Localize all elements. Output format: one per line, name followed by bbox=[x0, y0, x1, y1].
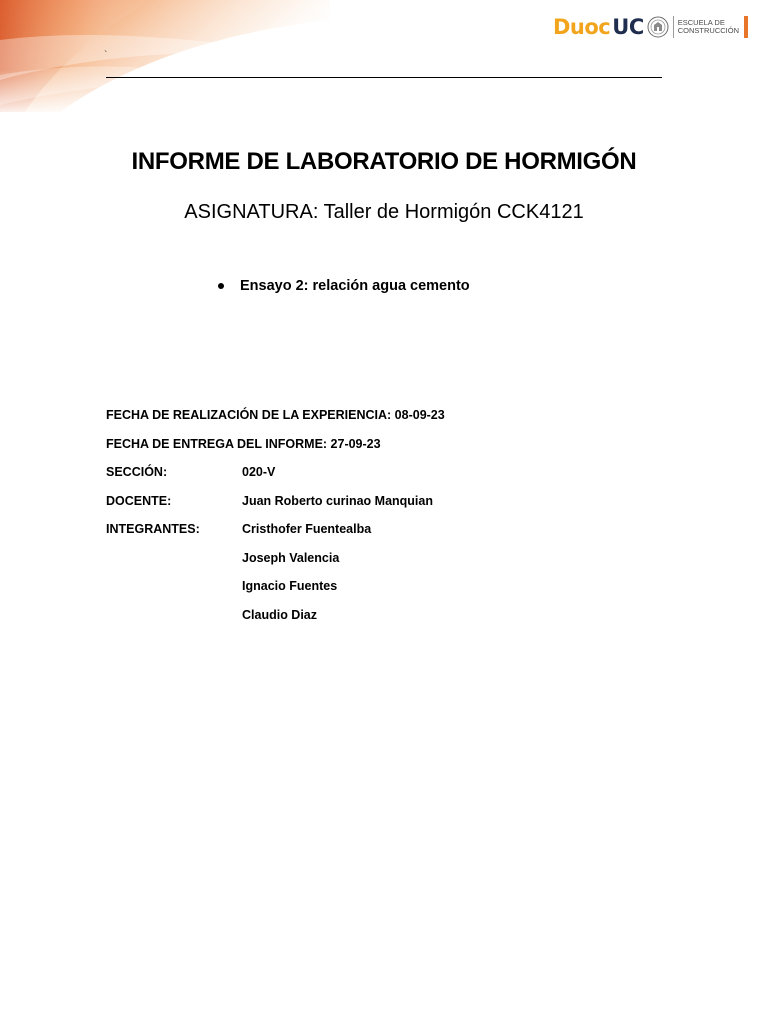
logo-duoc-text: Duoc bbox=[553, 15, 611, 39]
subject-line: ASIGNATURA: Taller de Hormigón CCK4121 bbox=[184, 201, 584, 223]
member-name: Ignacio Fuentes bbox=[242, 579, 338, 593]
report-info-block bbox=[106, 408, 445, 636]
teacher-value: Juan Roberto curinao Manquian bbox=[242, 493, 433, 508]
section-value: 020-V bbox=[242, 465, 276, 479]
essay-text: Ensayo 2: relación agua cemento bbox=[240, 278, 470, 294]
members-list bbox=[242, 522, 371, 636]
tick-mark: ` bbox=[104, 50, 108, 61]
header-divider bbox=[106, 77, 662, 78]
logo-uc-text: UC bbox=[612, 15, 644, 39]
section-label: SECCIÓN: bbox=[106, 465, 168, 479]
member-name: Claudio Diaz bbox=[242, 607, 318, 622]
logo-accent-bar bbox=[744, 16, 748, 38]
duoc-uc-logo bbox=[553, 12, 748, 42]
member-name: Cristhofer Fuentealba bbox=[242, 522, 372, 536]
delivery-date-row bbox=[106, 437, 445, 466]
logo-school-name bbox=[678, 19, 739, 35]
section-row bbox=[106, 465, 445, 494]
members-row bbox=[106, 522, 445, 636]
experience-date-row bbox=[106, 408, 445, 437]
university-seal-icon bbox=[647, 16, 669, 38]
orange-swoosh-decoration bbox=[0, 0, 330, 112]
document-title: INFORME DE LABORATORIO DE HORMIGÓN bbox=[131, 148, 637, 175]
bullet-icon bbox=[218, 283, 224, 289]
logo-school-line2: CONSTRUCCIÓN bbox=[677, 26, 739, 35]
teacher-label: DOCENTE: bbox=[106, 493, 172, 508]
logo-school-line1: ESCUELA DE bbox=[677, 18, 725, 27]
experience-date: FECHA DE REALIZACIÓN DE LA EXPERIENCIA: 08-09-23 bbox=[106, 408, 445, 422]
member-name: Joseph Valencia bbox=[242, 550, 340, 565]
logo-separator bbox=[673, 16, 674, 38]
essay-list-item bbox=[218, 278, 470, 294]
teacher-row bbox=[106, 494, 445, 523]
delivery-date: FECHA DE ENTREGA DEL INFORME: 27-09-23 bbox=[106, 436, 381, 451]
members-label: INTEGRANTES: bbox=[106, 522, 200, 536]
